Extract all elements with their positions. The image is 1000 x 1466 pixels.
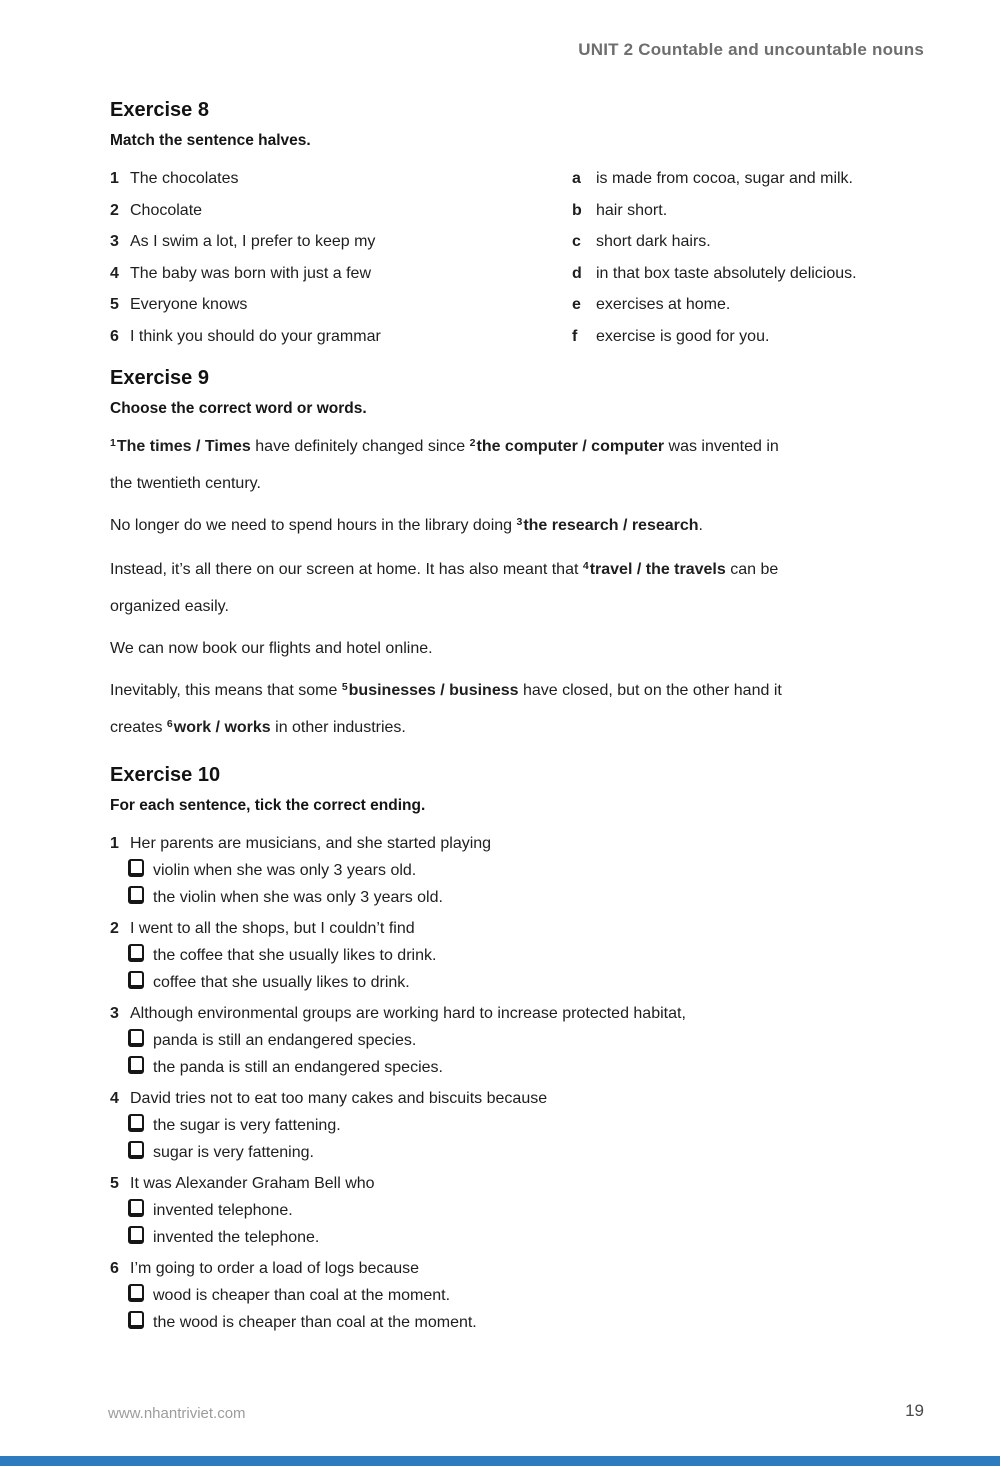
- answer-option: [110, 884, 924, 911]
- page-number: 19: [905, 1401, 924, 1420]
- option-text: invented telephone.: [153, 1202, 293, 1219]
- tick-item: [110, 915, 924, 996]
- plain-text: in other industries.: [270, 719, 406, 736]
- item-number: 4: [110, 1090, 119, 1107]
- match-right-item: [572, 195, 924, 227]
- checkbox-icon[interactable]: [128, 1199, 144, 1217]
- checkbox-icon[interactable]: [128, 971, 144, 989]
- match-left-item: [110, 195, 572, 227]
- choice-words: the research / research: [523, 517, 699, 534]
- unit-header: UNIT 2 Countable and uncountable nouns: [578, 40, 924, 59]
- match-left-item: [110, 321, 572, 353]
- match-right-item: [572, 289, 924, 321]
- option-text: violin when she was only 3 years old.: [153, 862, 417, 879]
- option-text: invented the telephone.: [153, 1229, 320, 1246]
- item-text: The chocolates: [130, 170, 239, 187]
- plain-text: Instead, it’s all there on our screen at home. It has also meant that: [110, 561, 583, 578]
- item-number: 3: [110, 233, 119, 250]
- exercise-9-instruction: Choose the correct word or words.: [110, 400, 367, 417]
- paragraph-line: [110, 631, 924, 666]
- paragraph-line: [110, 710, 924, 747]
- item-letter: b: [572, 201, 582, 219]
- option-text: sugar is very fattening.: [153, 1144, 314, 1161]
- exercise-10-title: Exercise 10: [110, 764, 221, 786]
- match-right-item: [572, 258, 924, 290]
- plain-text: organized easily.: [110, 598, 229, 615]
- plain-text: .: [698, 517, 703, 534]
- item-number: 4: [110, 264, 119, 282]
- tick-item: [110, 1255, 924, 1336]
- option-text: wood is cheaper than coal at the moment.: [153, 1287, 451, 1304]
- tick-item: [110, 830, 924, 911]
- stem-text: David tries not to eat too many cakes and biscuits because: [130, 1090, 548, 1107]
- paragraph-line: [110, 429, 924, 466]
- exercise-8-title: Exercise 8: [110, 99, 209, 121]
- item-stem: [110, 1255, 924, 1282]
- item-number: 2: [110, 201, 119, 219]
- exercise-8-instruction: Match the sentence halves.: [110, 132, 311, 149]
- item-stem: [110, 830, 924, 857]
- exercise-9-text: [110, 429, 924, 747]
- paragraph: [110, 552, 924, 624]
- item-text: in that box taste absolutely delicious.: [596, 264, 857, 282]
- exercise-9-section: [110, 368, 924, 754]
- choice-words: travel / the travels: [589, 561, 726, 578]
- plain-text: was invented in: [664, 438, 779, 455]
- paragraph-line: [110, 552, 924, 589]
- paragraph: [110, 631, 924, 666]
- checkbox-icon[interactable]: [128, 1226, 144, 1244]
- plain-text: We can now book our flights and hotel online.: [110, 640, 433, 657]
- item-number: 6: [110, 327, 119, 345]
- checkbox-icon[interactable]: [128, 886, 144, 904]
- choice-words: work / works: [173, 719, 271, 736]
- match-left-item: [110, 226, 572, 258]
- exercise-10-instruction: For each sentence, tick the correct ending.: [110, 797, 426, 814]
- plain-text: can be: [725, 561, 779, 578]
- item-number: 3: [110, 1005, 119, 1022]
- checkbox-icon[interactable]: [128, 1029, 144, 1047]
- paragraph-line: [110, 508, 924, 545]
- choice-number: 5: [341, 680, 348, 693]
- item-stem: [110, 1170, 924, 1197]
- item-number: 1: [110, 835, 119, 852]
- plain-text: the twentieth century.: [110, 475, 261, 492]
- item-text: is made from cocoa, sugar and milk.: [596, 170, 853, 187]
- plain-text: Inevitably, this means that some: [110, 682, 342, 699]
- choice-words: The times / Times: [116, 438, 251, 455]
- exercise-10-items: [110, 830, 924, 1336]
- plain-text: No longer do we need to spend hours in the library doing: [110, 517, 517, 534]
- paragraph-line: [110, 589, 924, 624]
- item-text: short dark hairs.: [596, 233, 711, 250]
- plain-text: have closed, but on the other hand it: [518, 682, 782, 699]
- item-text: I think you should do your grammar: [130, 327, 381, 345]
- item-text: Chocolate: [130, 201, 203, 219]
- choice-number: 6: [166, 717, 173, 730]
- footer-website: www.nhantriviet.com: [108, 1405, 246, 1422]
- choice-number: 1: [110, 436, 116, 449]
- checkbox-icon[interactable]: [128, 1114, 144, 1132]
- option-text: coffee that she usually likes to drink.: [153, 974, 410, 991]
- item-stem: [110, 1085, 924, 1112]
- choice-number: 4: [582, 559, 589, 572]
- checkbox-icon[interactable]: [128, 1311, 144, 1329]
- choice-number: 3: [516, 515, 523, 528]
- answer-option: [110, 1027, 924, 1054]
- answer-option: [110, 1224, 924, 1251]
- stem-text: I went to all the shops, but I couldn’t find: [130, 920, 415, 937]
- item-text: The baby was born with just a few: [130, 264, 372, 282]
- answer-option: [110, 857, 924, 884]
- tick-item: [110, 1085, 924, 1166]
- stem-text: It was Alexander Graham Bell who: [130, 1175, 375, 1192]
- exercise-8-section: [110, 100, 924, 352]
- match-left-item: [110, 163, 572, 195]
- item-text: Everyone knows: [130, 296, 248, 313]
- checkbox-icon[interactable]: [128, 1284, 144, 1302]
- item-text: exercise is good for you.: [596, 327, 770, 345]
- stem-text: Her parents are musicians, and she started playing: [130, 835, 492, 852]
- match-right-item: [572, 321, 924, 353]
- exercise-9-title: Exercise 9: [110, 367, 209, 389]
- answer-option: [110, 1054, 924, 1081]
- item-letter: c: [572, 233, 581, 250]
- item-number: 1: [110, 170, 119, 187]
- checkbox-icon[interactable]: [128, 1056, 144, 1074]
- choice-words: the computer / computer: [476, 438, 665, 455]
- plain-text: have definitely changed since: [250, 438, 470, 455]
- tick-item: [110, 1000, 924, 1081]
- answer-option: [110, 1139, 924, 1166]
- option-text: the coffee that she usually likes to drink.: [153, 947, 437, 964]
- paragraph: [110, 429, 924, 501]
- answer-option: [110, 1197, 924, 1224]
- match-right-item: [572, 163, 924, 195]
- stem-text: Although environmental groups are working hard to increase protected habitat,: [130, 1005, 686, 1022]
- answer-option: [110, 942, 924, 969]
- choice-words: businesses / business: [348, 682, 519, 699]
- exercise-10-section: [110, 765, 924, 1340]
- stem-text: I’m going to order a load of logs because: [130, 1260, 420, 1277]
- item-letter: a: [572, 170, 581, 187]
- answer-option: [110, 1282, 924, 1309]
- item-number: 2: [110, 920, 119, 937]
- match-left-item: [110, 289, 572, 321]
- item-stem: [110, 1000, 924, 1027]
- item-letter: e: [572, 296, 581, 313]
- answer-option: [110, 1112, 924, 1139]
- item-stem: [110, 915, 924, 942]
- item-text: As I swim a lot, I prefer to keep my: [130, 233, 376, 250]
- match-list: [110, 163, 924, 352]
- answer-option: [110, 969, 924, 996]
- tick-item: [110, 1170, 924, 1251]
- checkbox-icon[interactable]: [128, 859, 144, 877]
- bottom-accent-bar: [0, 1456, 1000, 1466]
- option-text: the violin when she was only 3 years old.: [153, 889, 443, 906]
- option-text: the wood is cheaper than coal at the moment.: [153, 1314, 477, 1331]
- option-text: the sugar is very fattening.: [153, 1117, 341, 1134]
- item-letter: d: [572, 264, 582, 282]
- paragraph-line: [110, 466, 924, 501]
- item-number: 6: [110, 1260, 119, 1277]
- choice-number: 2: [469, 436, 476, 449]
- option-text: panda is still an endangered species.: [153, 1032, 417, 1049]
- item-number: 5: [110, 296, 119, 313]
- match-right-item: [572, 226, 924, 258]
- item-letter: f: [572, 327, 578, 345]
- paragraph: [110, 508, 924, 545]
- item-number: 5: [110, 1175, 119, 1192]
- checkbox-icon[interactable]: [128, 1141, 144, 1159]
- checkbox-icon[interactable]: [128, 944, 144, 962]
- match-left-item: [110, 258, 572, 290]
- answer-option: [110, 1309, 924, 1336]
- item-text: hair short.: [596, 201, 668, 219]
- item-text: exercises at home.: [596, 296, 731, 313]
- paragraph: [110, 673, 924, 747]
- plain-text: creates: [110, 719, 167, 736]
- paragraph-line: [110, 673, 924, 710]
- option-text: the panda is still an endangered species.: [153, 1059, 443, 1076]
